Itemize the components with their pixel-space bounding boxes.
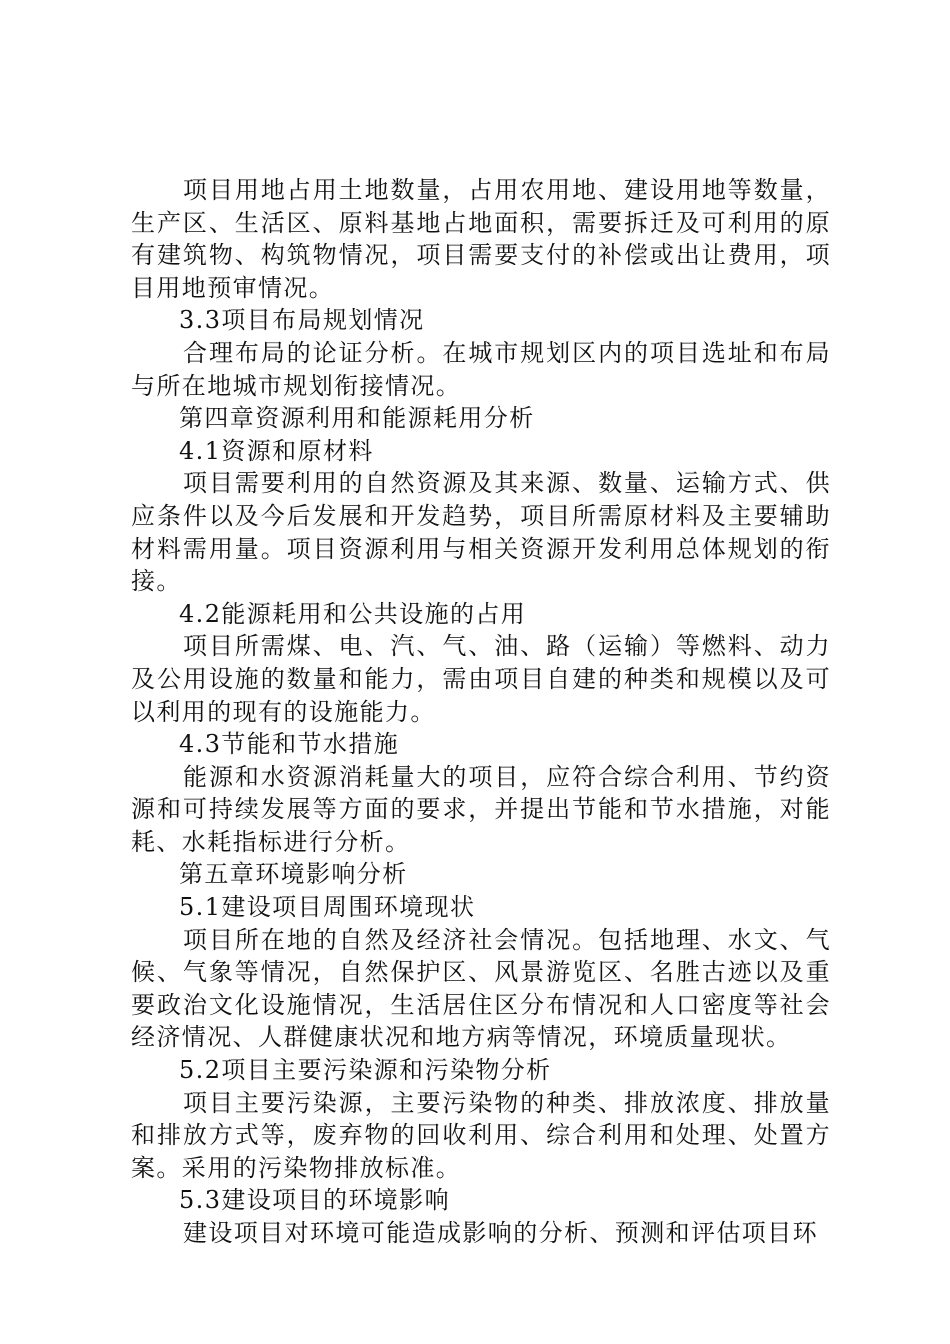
paragraph-resources: 项目需要利用的自然资源及其来源、数量、运输方式、供应条件以及今后发展和开发趋势，项目所需原材料及主要辅助材料需用量。项目资源利用与相关资源开发利用总体规划的衔接。 [131, 469, 831, 596]
section-heading-3-3: 3.3项目布局规划情况 [179, 306, 425, 335]
paragraph-layout: 合理布局的论证分析。在城市规划区内的项目选址和布局与所在地城市规划衔接情况。 [131, 338, 831, 400]
section-heading-5-3: 5.3建设项目的环境影响 [179, 1186, 450, 1215]
section-heading-5-1: 5.1建设项目周围环境现状 [179, 893, 476, 922]
paragraph-energy: 项目所需煤、电、汽、气、油、路（运输）等燃料、动力及公用设施的数量和能力，需由项目自建的种类和规模以及可以利用的现有的设施能力。 [131, 632, 831, 726]
section-heading-4-3: 4.3节能和节水措施 [179, 730, 400, 759]
chapter-heading-4: 第四章资源利用和能源耗用分析 [179, 404, 535, 433]
section-heading-5-2: 5.2项目主要污染源和污染物分析 [179, 1056, 552, 1085]
paragraph-saving: 能源和水资源消耗量大的项目，应符合综合利用、节约资源和可持续发展等方面的要求，并提出节能和节水措施，对能耗、水耗指标进行分析。 [131, 762, 831, 856]
paragraph-environment: 项目所在地的自然及经济社会情况。包括地理、水文、气候、气象等情况，自然保护区、风景游览区、名胜古迹以及重要政治文化设施情况，生活居住区分布情况和人口密度等社会经济情况、人群健康状况和地方病等情况，环境质量现状。 [131, 925, 831, 1052]
chapter-heading-5: 第五章环境影响分析 [179, 860, 408, 889]
paragraph-land-use: 项目用地占用土地数量，占用农用地、建设用地等数量，生产区、生活区、原料基地占地面积，需要拆迁及可利用的原有建筑物、构筑物情况，项目需要支付的补偿或出让费用，项目用地预审情况。 [131, 176, 831, 302]
section-heading-4-2: 4.2能源耗用和公共设施的占用 [179, 599, 527, 628]
section-heading-4-1: 4.1资源和原材料 [179, 436, 374, 465]
paragraph-pollution: 项目主要污染源，主要污染物的种类、排放浓度、排放量和排放方式等，废弃物的回收利用、综合利用和处理、处置方案。采用的污染物排放标准。 [131, 1088, 831, 1182]
document-body [131, 174, 831, 1250]
paragraph-impact: 建设项目对环境可能造成影响的分析、预测和评估项目环 [183, 1219, 818, 1247]
